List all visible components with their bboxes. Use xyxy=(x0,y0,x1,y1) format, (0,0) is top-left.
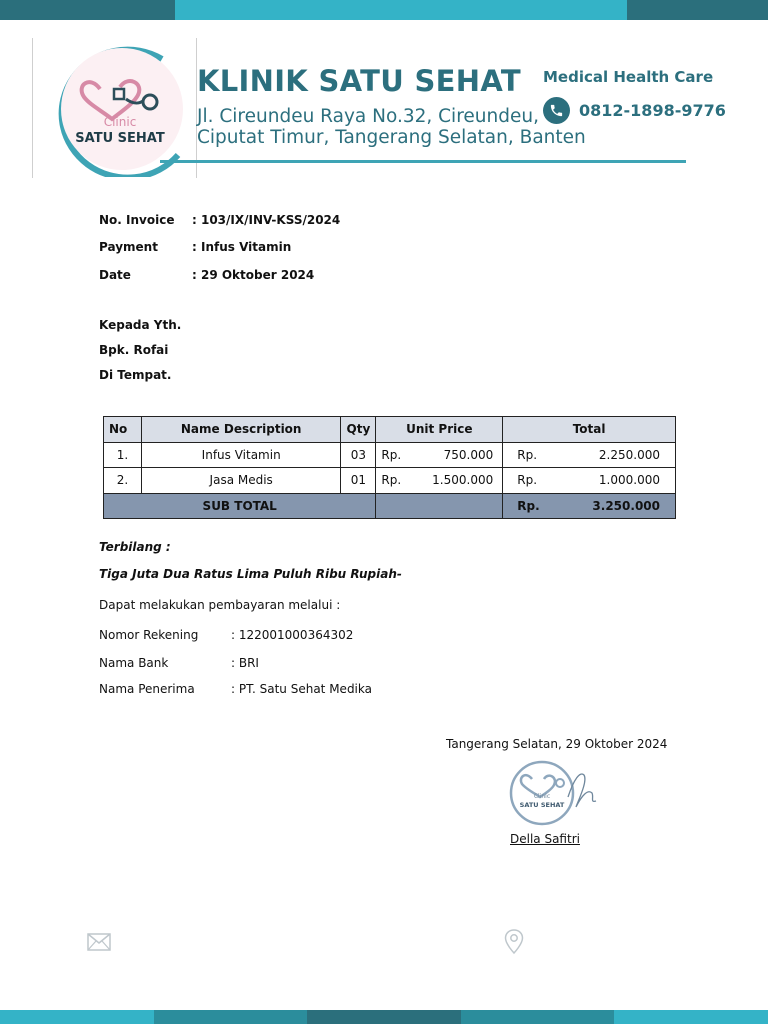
row-total xyxy=(503,442,676,468)
row-unit-price xyxy=(376,468,503,494)
subtotal-row xyxy=(104,493,676,519)
bottom-bar-segment xyxy=(461,1010,615,1024)
currency: Rp. xyxy=(517,447,538,462)
row-no: 2. xyxy=(104,468,142,494)
amount: 1.000.000 xyxy=(598,473,660,488)
amount: 750.000 xyxy=(443,447,494,462)
payment-intro: Dapat melakukan pembayaran melalui : xyxy=(99,598,341,612)
header-underline xyxy=(160,160,686,163)
row-name: Infus Vitamin xyxy=(141,442,340,468)
header-no: No xyxy=(104,417,142,443)
stamp-small-text: Clinic xyxy=(533,793,551,800)
address-line-2: Ciputat Timur, Tangerang Selatan, Banten xyxy=(197,127,586,148)
tagline: Medical Health Care xyxy=(543,68,714,86)
account-number-value: : 122001000364302 xyxy=(231,628,354,642)
address-line-1: Jl. Cireundeu Raya No.32, Cireundeu, xyxy=(197,106,539,127)
bank-name-label: Nama Bank xyxy=(99,656,169,670)
location-pin-icon xyxy=(504,929,524,955)
addressee-line-3: Di Tempat. xyxy=(99,368,172,382)
top-color-bar xyxy=(0,0,768,20)
top-bar-segment xyxy=(627,0,768,20)
logo-small-text: Clinic xyxy=(103,115,137,129)
date-value: : 29 Oktober 2024 xyxy=(192,268,315,282)
payment-value: : Infus Vitamin xyxy=(192,240,292,254)
row-qty: 01 xyxy=(341,468,376,494)
clinic-stamp xyxy=(508,757,604,829)
date-label: Date xyxy=(99,268,131,282)
invoice-number-label: No. Invoice xyxy=(99,213,175,227)
subtotal-label: SUB TOTAL xyxy=(104,493,376,519)
addressee-line-1: Kepada Yth. xyxy=(99,318,182,332)
account-number-label: Nomor Rekening xyxy=(99,628,199,642)
payment-label: Payment xyxy=(99,240,158,254)
phone-icon xyxy=(543,97,570,124)
currency: Rp. xyxy=(381,447,402,462)
clinic-name: KLINIK SATU SEHAT xyxy=(197,64,521,98)
row-total xyxy=(503,468,676,494)
row-name: Jasa Medis xyxy=(141,468,340,494)
header-unit-price: Unit Price xyxy=(376,417,503,443)
header-qty: Qty xyxy=(341,417,376,443)
bottom-bar-segment xyxy=(614,1010,768,1024)
bottom-bar-segment xyxy=(307,1010,461,1024)
top-bar-segment xyxy=(0,0,175,20)
row-no: 1. xyxy=(104,442,142,468)
recipient-name-label: Nama Penerima xyxy=(99,682,195,696)
amount: 2.250.000 xyxy=(598,447,660,462)
amount: 1.500.000 xyxy=(432,473,494,488)
stamp-name-text: SATU SEHAT xyxy=(519,801,565,809)
signature-place-date: Tangerang Selatan, 29 Oktober 2024 xyxy=(446,737,668,751)
subtotal-total xyxy=(503,493,676,519)
row-qty: 03 xyxy=(341,442,376,468)
bottom-bar-segment xyxy=(0,1010,154,1024)
table-row xyxy=(104,468,676,494)
row-unit-price xyxy=(376,442,503,468)
top-bar-segment xyxy=(175,0,627,20)
bottom-bar-segment xyxy=(154,1010,308,1024)
header-name: Name Description xyxy=(141,417,340,443)
invoice-number-value: : 103/IX/INV-KSS/2024 xyxy=(192,213,341,227)
subtotal-empty-cell xyxy=(376,493,503,519)
currency: Rp. xyxy=(517,498,540,513)
clinic-logo xyxy=(42,45,190,177)
recipient-name-value: : PT. Satu Sehat Medika xyxy=(231,682,372,696)
signatory-name: Della Safitri xyxy=(510,832,580,846)
logo-name-text: SATU SEHAT xyxy=(75,131,165,146)
header-total: Total xyxy=(503,417,676,443)
phone-contact xyxy=(543,97,726,124)
mail-icon xyxy=(87,933,111,951)
invoice-table xyxy=(103,416,676,519)
table-header-row xyxy=(104,417,676,443)
addressee-line-2: Bpk. Rofai xyxy=(99,343,169,357)
bank-name-value: : BRI xyxy=(231,656,259,670)
header-divider-left xyxy=(32,38,33,178)
terbilang-text: Tiga Juta Dua Ratus Lima Puluh Ribu Rupiah- xyxy=(99,567,402,581)
table-row xyxy=(104,442,676,468)
phone-number: 0812-1898-9776 xyxy=(579,101,726,120)
bottom-color-bar xyxy=(0,1010,768,1024)
terbilang-label: Terbilang : xyxy=(99,540,171,554)
subtotal-amount: 3.250.000 xyxy=(592,498,660,513)
currency: Rp. xyxy=(517,473,538,488)
currency: Rp. xyxy=(381,473,402,488)
